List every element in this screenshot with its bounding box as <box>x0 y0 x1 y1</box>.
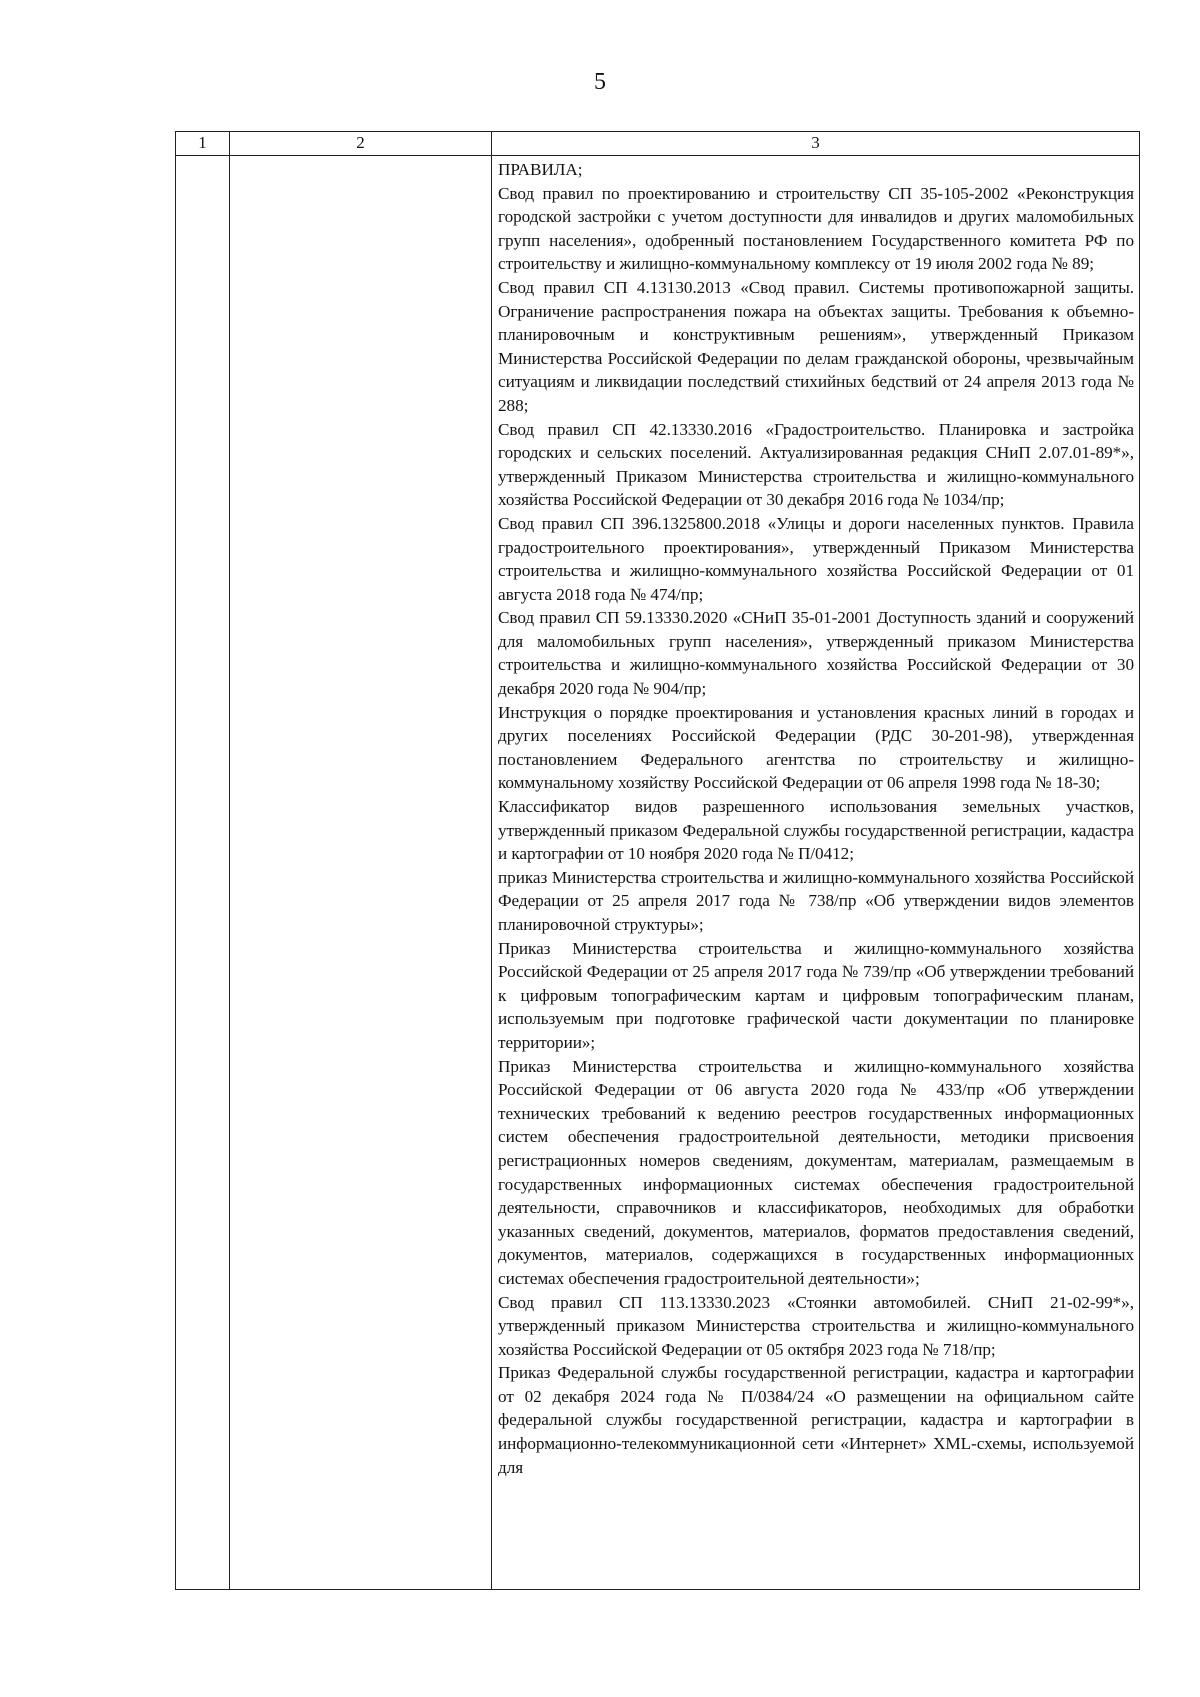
document-table <box>175 131 1140 1590</box>
paragraph-order-433: Приказ Министерства строительства и жилищно-коммунального хозяйства Российской Федерации от 06 августа 2020 года № 433/пр «Об утверждении технических требований к ведению реестров государственных информационных систем обеспечения градостроительной деятельности, методики присвоения регистрационных номеров сведениям, документам, материалам, размещаемым в государственных информационных системах обеспечения градостроительной деятельности, справочников и классификаторов, необходимых для обработки указанных сведений, документов, материалов, форматов предоставления сведений, документов, материалов, содержащихся в государственных информационных системах обеспечения градостроительной деятельности»; <box>498 1056 1134 1288</box>
cell-col-2 <box>230 156 492 1590</box>
table-row <box>176 156 1140 1590</box>
paragraph-classifier: Классификатор видов разрешенного использования земельных участков, утвержденный приказом Федеральной службы государственной регистрации, кадастра и картографии от 10 ноября 2020 года № П/0412; <box>498 797 1134 864</box>
cell-col-1 <box>176 156 230 1590</box>
paragraph-sp-396-1325800-2018: Свод правил СП 396.1325800.2018 «Улицы и дороги населенных пунктов. Правила градостроительного проектирования», утвержденный Приказом Министерства строительства и жилищно-коммунального хозяйства Российской Федерации от 01 августа 2018 года № 474/пр; <box>498 513 1134 604</box>
paragraph-order-738: приказ Министерства строительства и жилищно-коммунального хозяйства Российской Федерации от 25 апреля 2017 года № 738/пр «Об утверждении видов элементов планировочной структуры»; <box>498 867 1134 934</box>
paragraph-sp-4-13130-2013: Свод правил СП 4.13130.2013 «Свод правил. Системы противопожарной защиты. Ограничение распространения пожара на объектах защиты. Требования к объемно-планировочным и конструктивным решениям», утвержденный Приказом Министерства Российской Федерации по делам гражданской обороны, чрезвычайным ситуациям и ликвидации последствий стихийных бедствий от 24 апреля 2013 года № 288; <box>498 277 1134 415</box>
paragraph-rds-30-201-98: Инструкция о порядке проектирования и установления красных линий в городах и других поселениях Российской Федерации (РДС 30-201-98), утвержденная постановлением Федерального агентства по строительству и жилищно-коммунальному хозяйству Российской Федерации от 06 апреля 1998 года № 18-30; <box>498 702 1134 793</box>
paragraph-sp-42-13330-2016: Свод правил СП 42.13330.2016 «Градостроительство. Планировка и застройка городских и сельских поселений. Актуализированная редакция СНиП 2.07.01-89*», утвержденный Приказом Министерства строительства и жилищно-коммунального хозяйства Российской Федерации от 30 декабря 2016 года № 1034/пр; <box>498 419 1134 510</box>
paragraph-sp-59-13330-2020: Свод правил СП 59.13330.2020 «СНиП 35-01-2001 Доступность зданий и сооружений для маломобильных групп населения», утвержденный приказом Министерства строительства и жилищно-коммунального хозяйства Российской Федерации от 30 декабря 2020 года № 904/пр; <box>498 608 1134 699</box>
header-col-2: 2 <box>230 132 492 156</box>
cell-col-3 <box>492 156 1140 1590</box>
table-header-row <box>176 132 1140 156</box>
paragraph-order-p-0384-24: Приказ Федеральной службы государственной регистрации, кадастра и картографии от 02 декабря 2024 года № П/0384/24 «О размещении на официальном сайте федеральной службы государственной регистрации, кадастра и картографии в информационно-телекоммуникационной сети «Интернет» XML-схемы, используемой для <box>498 1363 1134 1477</box>
paragraph-sp-113-13330-2023: Свод правил СП 113.13330.2023 «Стоянки автомобилей. СНиП 21-02-99*», утвержденный приказом Министерства строительства и жилищно-коммунального хозяйства Российской Федерации от 05 октября 2023 года № 718/пр; <box>498 1292 1134 1359</box>
header-col-1: 1 <box>176 132 230 156</box>
page-number: 5 <box>594 69 606 95</box>
paragraph-sp-35-105-2002: Свод правил по проектированию и строительству СП 35-105-2002 «Реконструкция городской застройки с учетом доступности для инвалидов и других маломобильных групп населения», одобренный постановлением Государственного комитета РФ по строительству и жилищно-коммунальному комплексу от 19 июля 2002 года № 89; <box>498 183 1134 274</box>
paragraph-heading: ПРАВИЛА; <box>498 160 583 179</box>
paragraph-order-739: Приказ Министерства строительства и жилищно-коммунального хозяйства Российской Федерации от 25 апреля 2017 года № 739/пр «Об утверждении требований к цифровым топографическим картам и цифровым топографическим планам, используемым при подготовке графической части документации по планировке территории»; <box>498 938 1134 1052</box>
header-col-3: 3 <box>492 132 1140 156</box>
